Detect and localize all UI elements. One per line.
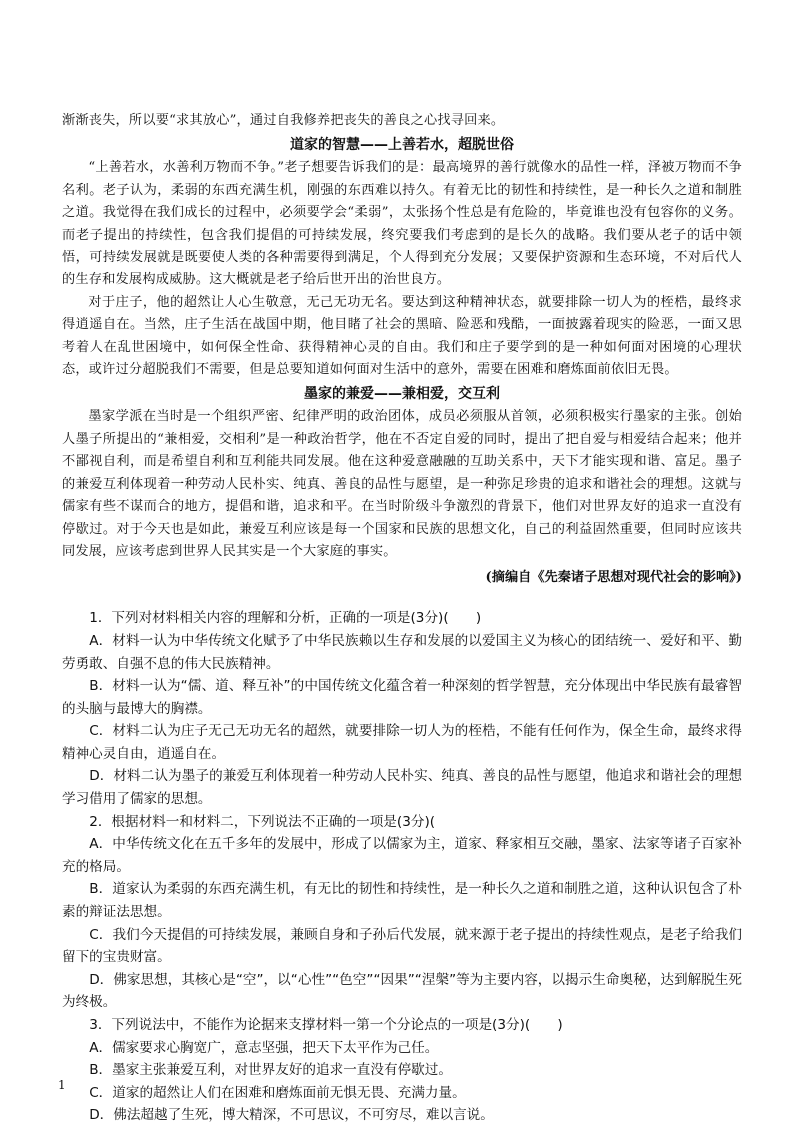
question-2-option-a: A．中华传统文化在五千多年的发展中，形成了以儒家为主，道家、释家相互交融，墨家、法家等诸子百家补充的格局。 xyxy=(62,836,742,875)
question-3-option-d: D．佛法超越了生死，博大精深，不可思议，不可穷尽，难以言说。 xyxy=(89,1107,494,1124)
section-heading-daoist: 道家的智慧——上善若水，超脱世俗 xyxy=(290,137,514,154)
question-2-stem: 2．根据材料一和材料二，下列说法不正确的一项是(3分)( xyxy=(89,813,436,830)
question-1-option-b: B．材料一认为“儒、道、释互补”的中国传统文化蕴含着一种深刻的哲学智慧，充分体现出中华民族有最睿智的头脑与最博大的胸襟。 xyxy=(62,678,742,717)
question-1-stem: 1．下列对材料相关内容的理解和分析，正确的一项是(3分)( ) xyxy=(89,610,482,627)
question-3-option-b: B．墨家主张兼爱互利，对世界友好的追求一直没有停歇过。 xyxy=(89,1062,452,1079)
document-content xyxy=(62,110,742,1127)
question-3-option-a: A．儒家要求心胸宽广，意志坚强，把天下太平作为己任。 xyxy=(89,1039,439,1056)
questions-section xyxy=(62,607,742,1127)
intro-tail-paragraph: 渐渐丧失，所以要“求其放心”，通过自我修养把丧失的善良之心找寻回来。 xyxy=(62,113,505,128)
daoist-paragraph-1: “上善若水，水善利万物而不争。”老子想要告诉我们的是：最高境界的善行就像水的品性一样，泽被万物而不争名利。老子认为，柔弱的东西充满生机，刚强的东西难以持久。有着无比的韧性和持续性，是一种长久之道和制胜之道。我觉得在我们成长的过程中，必须要学会“柔弱”，太张扬个性总是有危险的，毕竟谁也没有包容你的义务。而老子提出的持续性，包含我们提倡的可持续发展，终究要我们考虑到的是长久的战略。我们要从老子的话中领悟，可持续发展就是既要使人类的各种需要得到满足，个人得到充分发展；又要保护资源和生态环境，不对后代人的生存和发展构成威胁。这大概就是老子给后世开出的治世良方。 xyxy=(62,160,742,288)
question-3-stem: 3．下列说法中，不能作为论据来支撑材料一第一个分论点的一项是(3分)( ) xyxy=(89,1017,563,1033)
question-1-option-c: C．材料二认为庄子无己无功无名的超然，就要排除一切人为的桎梏，不能有任何作为，保全生命，最终求得精神心灵自由，逍遥自在。 xyxy=(62,723,742,762)
question-1-option-d: D．材料二认为墨子的兼爱互利体现着一种劳动人民朴实、纯真、善良的品性与愿望，他追求和谐社会的理想学习借用了儒家的思想。 xyxy=(62,768,742,808)
mohist-paragraph-1: 墨家学派在当时是一个组织严密、纪律严明的政治团体，成员必须服从首领，必须积极实行墨家的主张。创始人墨子所提出的“兼相爱，交相利”是一种政治哲学，他在不否定自爱的同时，提出了把自爱与相爱结合起来；他并不鄙视自利，而是希望自利和互利能共同发展。他在这种爱意融融的互助关系中，天下才能实现和谐、富足。墨子的兼爱互利体现着一种劳动人民朴实、纯真、善良的品性与愿望，是一种弥足珍贵的追求和谐社会的理想。这就与儒家有些不谋而合的地方，提倡和谐，追求和平。在当时阶级斗争激烈的背景下，他们对世界友好的追求一直没有停歇过。对于今天也是如此，兼爱互利应该是每一个国家和民族的思想文化，自己的利益固然重要，但同时应该共同发展，应该考虑到世界人民其实是一个大家庭的事实。 xyxy=(62,409,742,559)
question-3-option-c: C．道家的超然让人们在困难和磨炼面前无惧无畏、充满力量。 xyxy=(89,1084,466,1101)
page-number: 1 xyxy=(58,1078,66,1092)
section-heading-mohist: 墨家的兼爱——兼相爱，交互利 xyxy=(304,386,500,403)
question-1-option-a: A．材料一认为中华传统文化赋予了中华民族赖以生存和发展的以爱国主义为核心的团结统一、爱好和平、勤劳勇敢、自强不息的伟大民族精神。 xyxy=(62,632,742,672)
question-2-option-b: B．道家认为柔弱的东西充满生机，有无比的韧性和持续性，是一种长久之道和制胜之道，这种认识包含了朴素的辩证法思想。 xyxy=(62,881,742,921)
question-2-option-d: D．佛家思想，其核心是“空”，以“心性”“色空”“因果”“涅槃”等为主要内容，以揭示生命奥秘，达到解脱生死为终极。 xyxy=(62,971,742,1011)
question-2-option-c: C．我们今天提倡的可持续发展，兼顾自身和子孙后代发展，就来源于老子提出的持续性观点，是老子给我们留下的宝贵财富。 xyxy=(62,926,742,966)
daoist-paragraph-2: 对于庄子，他的超然让人心生敬意，无己无功无名。要达到这种精神状态，就要排除一切人为的桎梏，最终求得逍遥自在。当然，庄子生活在战国中期，他目睹了社会的黑暗、险恶和残酷，一面披露着现实的险恶，一面又思考着人在乱世困境中，如何保全性命、获得精神心灵的自由。我们和庄子要学到的是一种如何面对困境的心理状态，或许过分超脱我们不需要，但是总要知道如何面对生活中的意外，需要在困难和磨炼面前依旧无畏。 xyxy=(62,294,742,378)
source-citation: (摘编自《先秦诸子思想对现代社会的影响》) xyxy=(485,570,742,586)
